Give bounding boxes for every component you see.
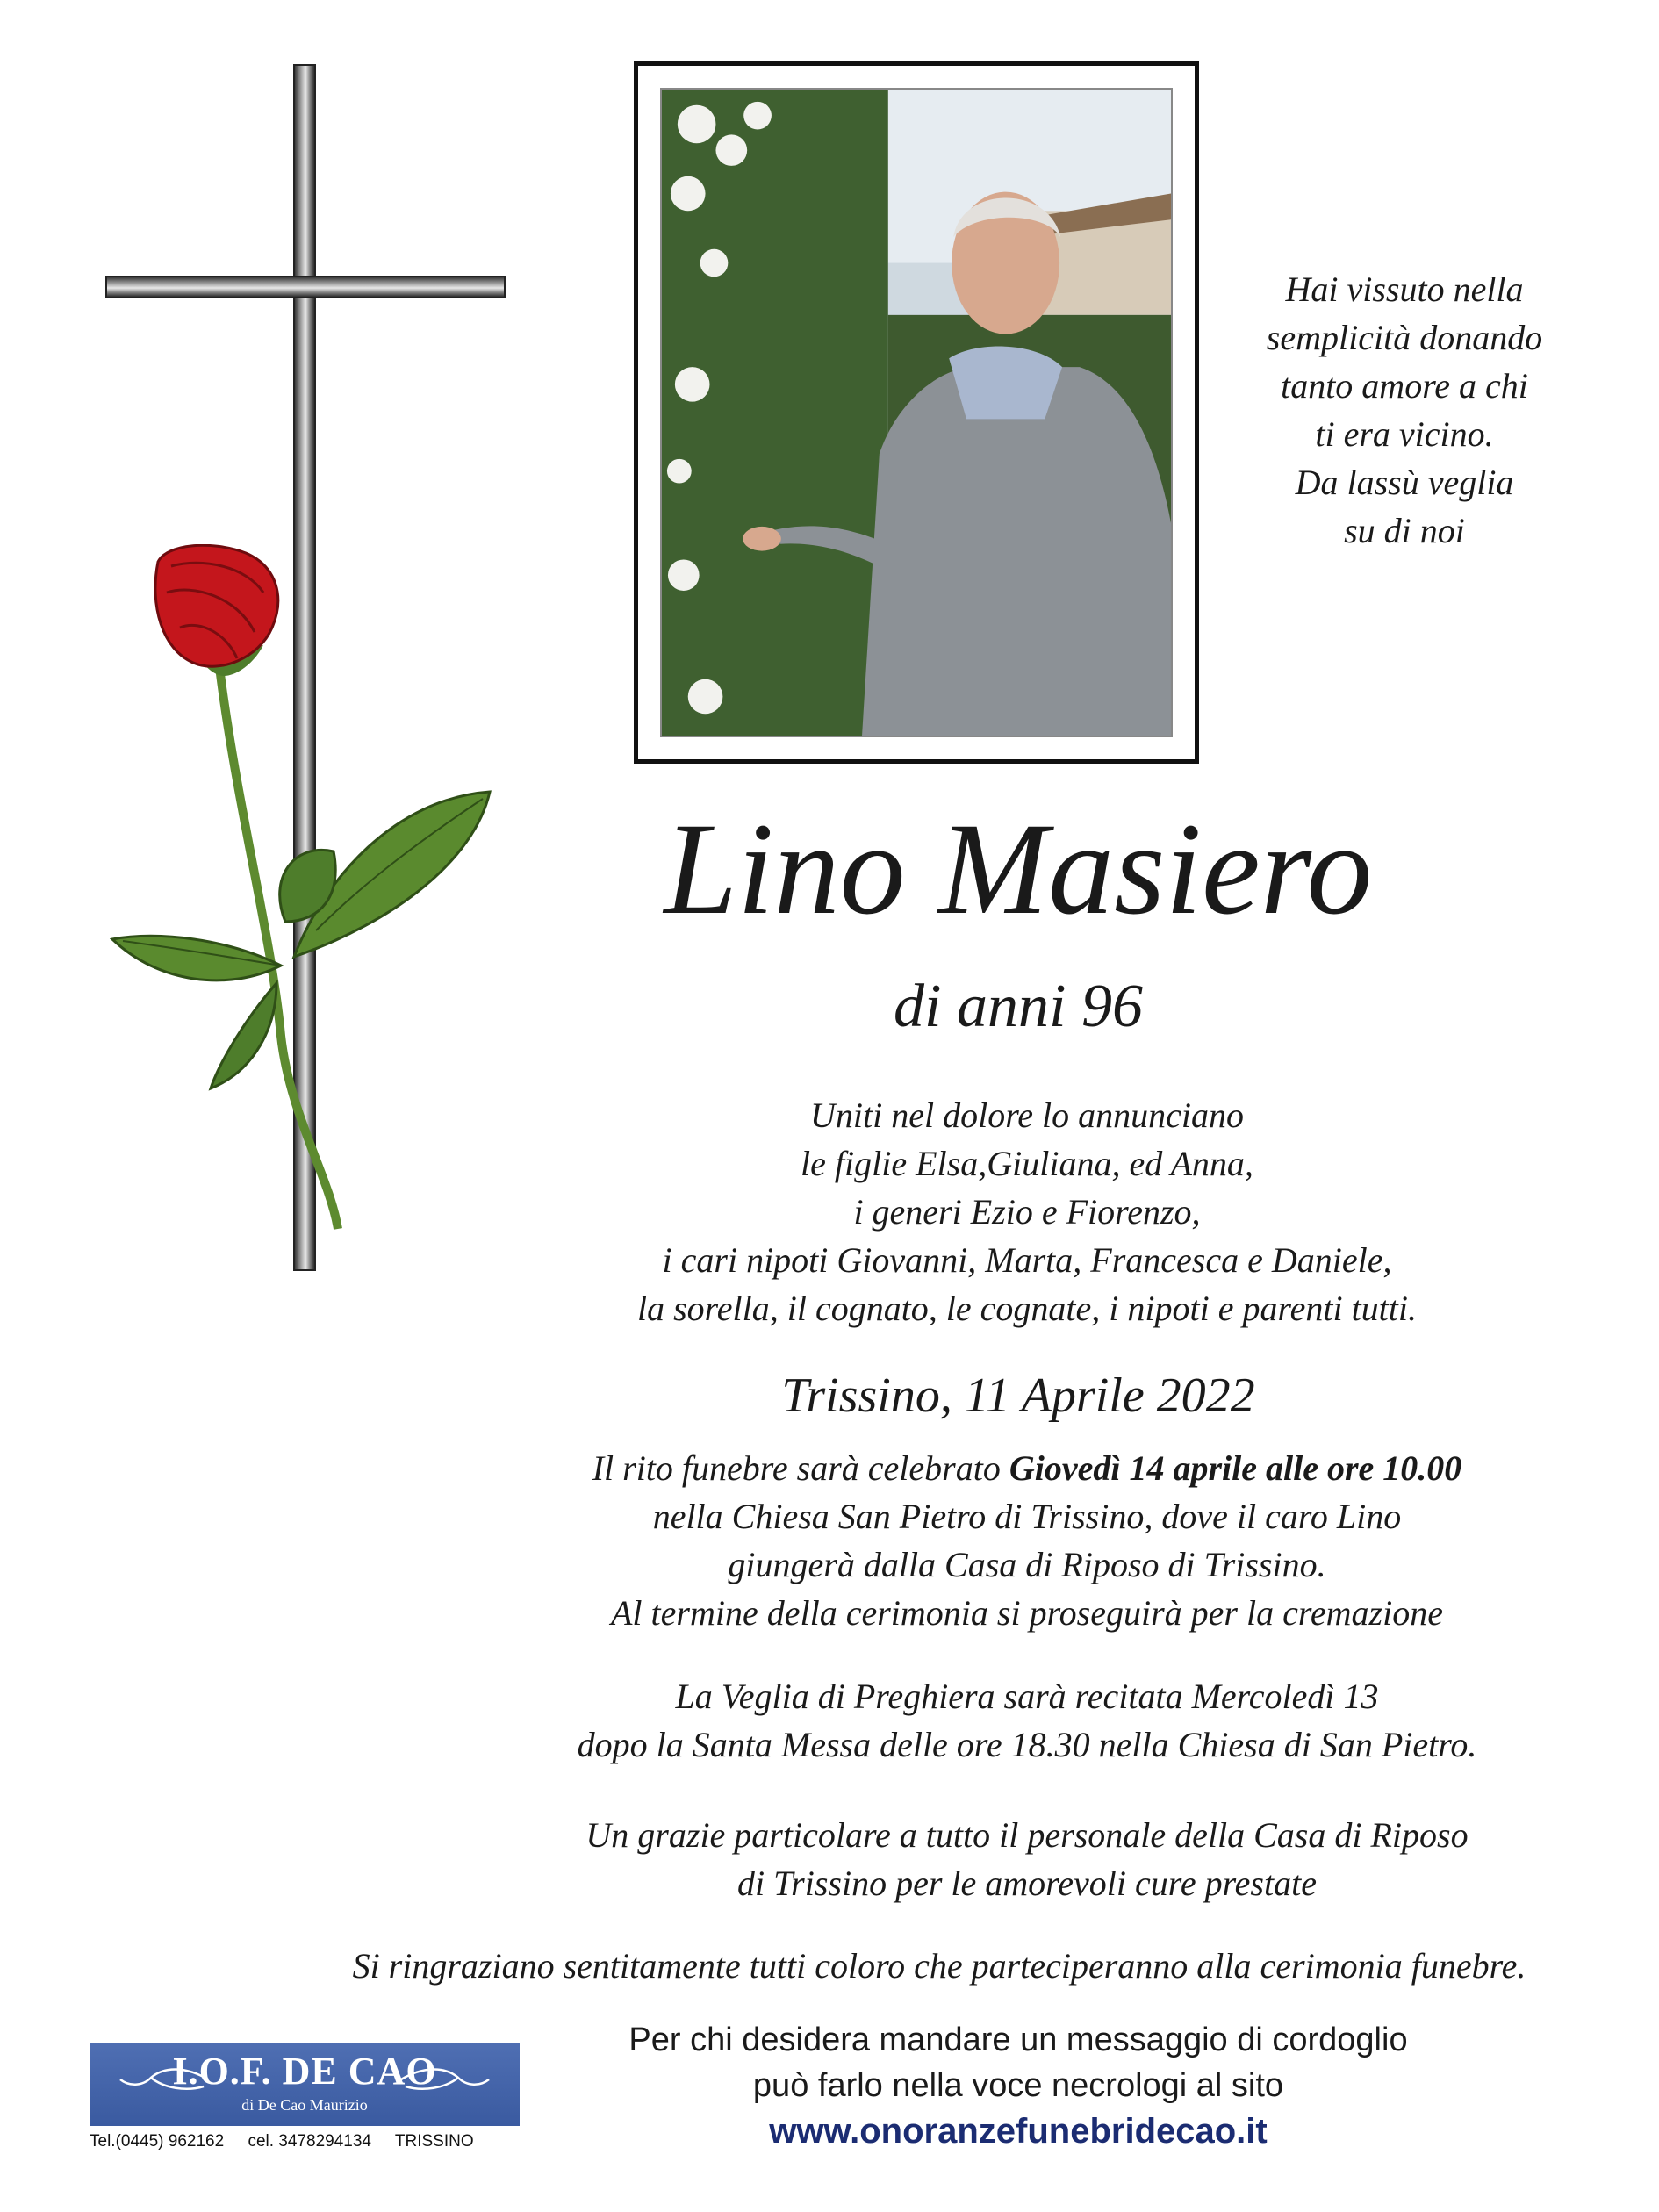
place-and-date: Trissino, 11 Aprile 2022 <box>781 1368 1255 1423</box>
logo-title: I.O.F. DE CAO <box>172 2050 437 2093</box>
condolences-line: può farlo nella voce necrologi al sito <box>752 2067 1284 2104</box>
deceased-age: di anni 96 <box>894 973 1143 1040</box>
announcement-line: i cari nipoti Giovanni, Marta, Francesca e Daniele, <box>662 1240 1392 1280</box>
rite-line: nella Chiesa San Pietro di Trissino, dove il caro Lino <box>652 1497 1402 1536</box>
poem-line: semplicità donando <box>1266 318 1543 357</box>
condolences-line: Per chi desidera mandare un messaggio di cordoglio <box>628 2022 1408 2058</box>
thanks-line: Un grazie particolare a tutto il personale della Casa di Riposo <box>585 1815 1469 1855</box>
deceased-name: Lino Masiero <box>664 796 1373 942</box>
phone-number: Tel.(0445) 962162 <box>90 2132 225 2151</box>
thanks-staff <box>439 1811 1615 1907</box>
portrait-frame <box>634 61 1199 764</box>
vigil-line: La Veglia di Preghiera sarà recitata Mercoledì 13 <box>675 1677 1379 1716</box>
poem-line: tanto amore a chi <box>1281 366 1528 406</box>
announcement-line: Uniti nel dolore lo annunciano <box>809 1095 1245 1135</box>
website-link[interactable]: www.onoranzefunebridecao.it <box>769 2112 1268 2151</box>
poem-line: Hai vissuto nella <box>1285 269 1524 309</box>
rite-datetime: Giovedì 14 aprile alle ore 10.00 <box>1009 1448 1462 1488</box>
ornament-right-icon <box>397 2062 493 2097</box>
mobile-number: cel. 3478294134 <box>248 2132 371 2151</box>
announcement-line: le figlie Elsa,Giuliana, ed Anna, <box>801 1144 1253 1183</box>
poem-line: Da lassù veglia <box>1295 463 1514 502</box>
rite-prefix: Il rito funebre sarà celebrato <box>592 1448 1009 1488</box>
condolences-info <box>562 2017 1475 2154</box>
contact-info <box>90 2131 546 2152</box>
thanks-line: di Trissino per le amorevoli cure prestate <box>737 1864 1317 1903</box>
portrait-photo <box>660 88 1173 737</box>
funeral-home-logo <box>90 2043 520 2126</box>
cross-horizontal-bar <box>105 276 506 298</box>
announcement-line: la sorella, il cognato, le cognate, i nipoti e parenti tutti. <box>636 1289 1418 1328</box>
vigil-info <box>439 1672 1615 1769</box>
announcement-line: i generi Ezio e Fiorenzo, <box>853 1192 1201 1232</box>
vigil-line: dopo la Santa Messa delle ore 18.30 nella Chiesa di San Pietro. <box>577 1725 1477 1764</box>
poem-line: ti era vicino. <box>1315 414 1494 454</box>
memorial-poem <box>1229 265 1580 555</box>
rite-line <box>439 1444 1615 1492</box>
logo-subtitle: di De Cao Maurizio <box>241 2096 368 2114</box>
family-announcement <box>439 1091 1615 1332</box>
thanks-attendees: Si ringraziano sentitamente tutti coloro che parteciperanno alla cerimonia funebre. <box>352 1946 1526 1986</box>
rite-line: giungerà dalla Casa di Riposo di Trissino. <box>728 1545 1326 1584</box>
rite-line: Al termine della cerimonia si proseguirà per la cremazione <box>610 1593 1443 1633</box>
funeral-rite-info <box>439 1444 1615 1637</box>
poem-line: su di noi <box>1344 511 1465 550</box>
town-name: TRISSINO <box>394 2132 474 2151</box>
